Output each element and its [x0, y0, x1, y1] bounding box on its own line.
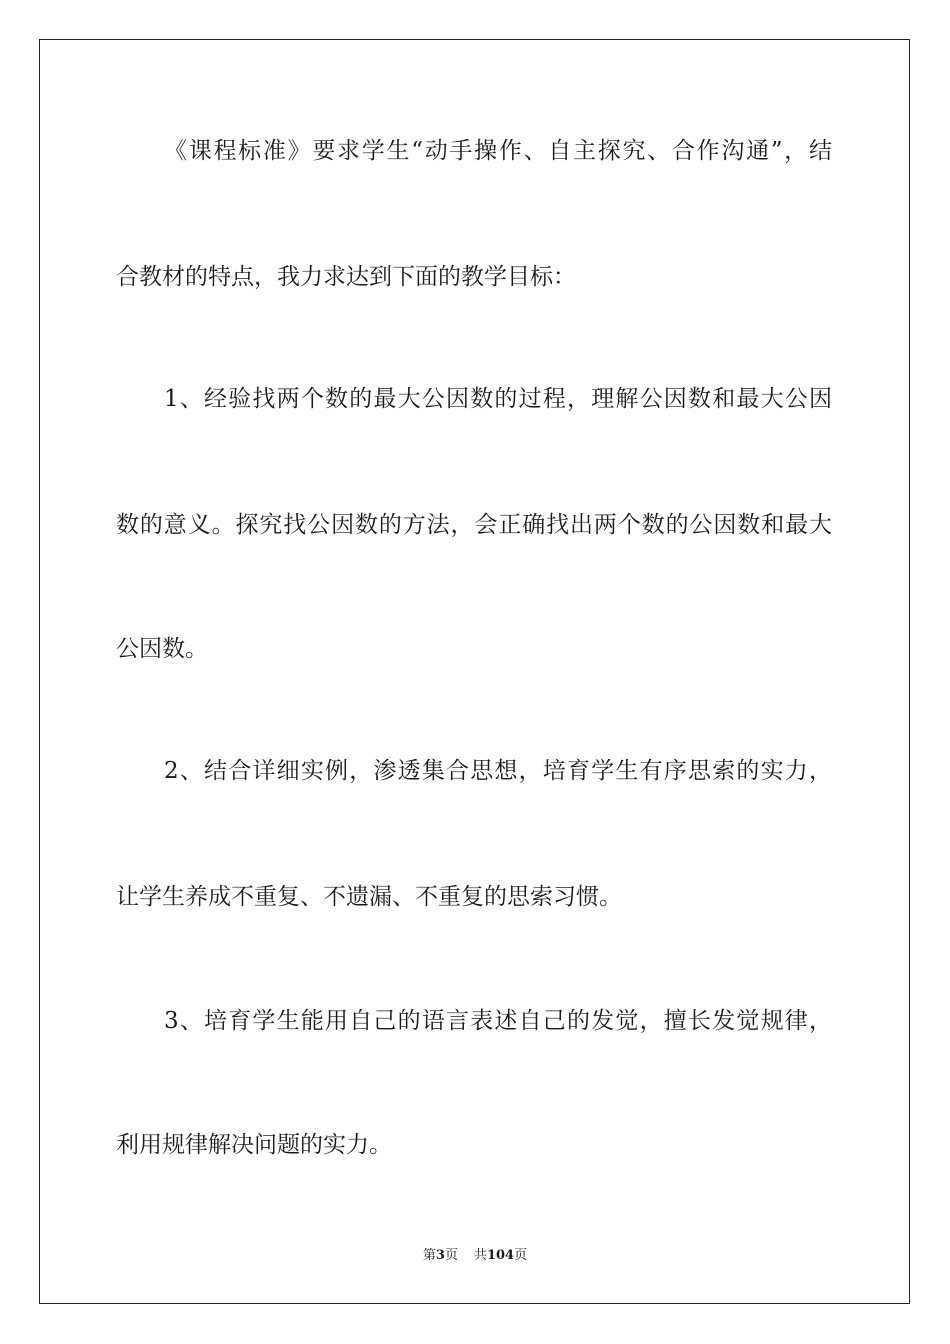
- paragraph-2-line-2: 数的意义。探究找公因数的方法，会正确找出两个数的公因数和最大: [116, 512, 832, 538]
- paragraph-2-line-3: 公因数。: [116, 636, 208, 662]
- paragraph-4-line-1: 3、培育学生能用自己的语言表述自己的发觉，擅长发觉规律，: [164, 1008, 832, 1034]
- paragraph-3-line-1: 2、结合详细实例，渗透集合思想，培育学生有序思索的实力，: [164, 758, 832, 784]
- paragraph-1-line-1: 《课程标准》要求学生“动手操作、自主探究、合作沟通”，结: [164, 138, 832, 164]
- footer-page-suffix: 页: [444, 1248, 458, 1263]
- paragraph-4-line-2: 利用规律解决问题的实力。: [116, 1132, 392, 1158]
- footer-total-suffix: 页: [514, 1248, 528, 1263]
- page-footer: [0, 1249, 950, 1262]
- footer-page-prefix: 第: [422, 1248, 436, 1263]
- paragraph-2-line-1: 1、经验找两个数的最大公因数的过程，理解公因数和最大公因: [164, 386, 832, 412]
- footer-total-pages: 104: [486, 1248, 515, 1263]
- page-frame: [39, 39, 910, 1304]
- paragraph-3-line-2: 让学生养成不重复、不遗漏、不重复的思索习惯。: [116, 884, 622, 910]
- paragraph-1-line-2: 合教材的特点，我力求达到下面的教学目标：: [116, 264, 576, 290]
- footer-total-prefix: 共: [473, 1248, 487, 1263]
- footer-page-number: 3: [435, 1248, 445, 1263]
